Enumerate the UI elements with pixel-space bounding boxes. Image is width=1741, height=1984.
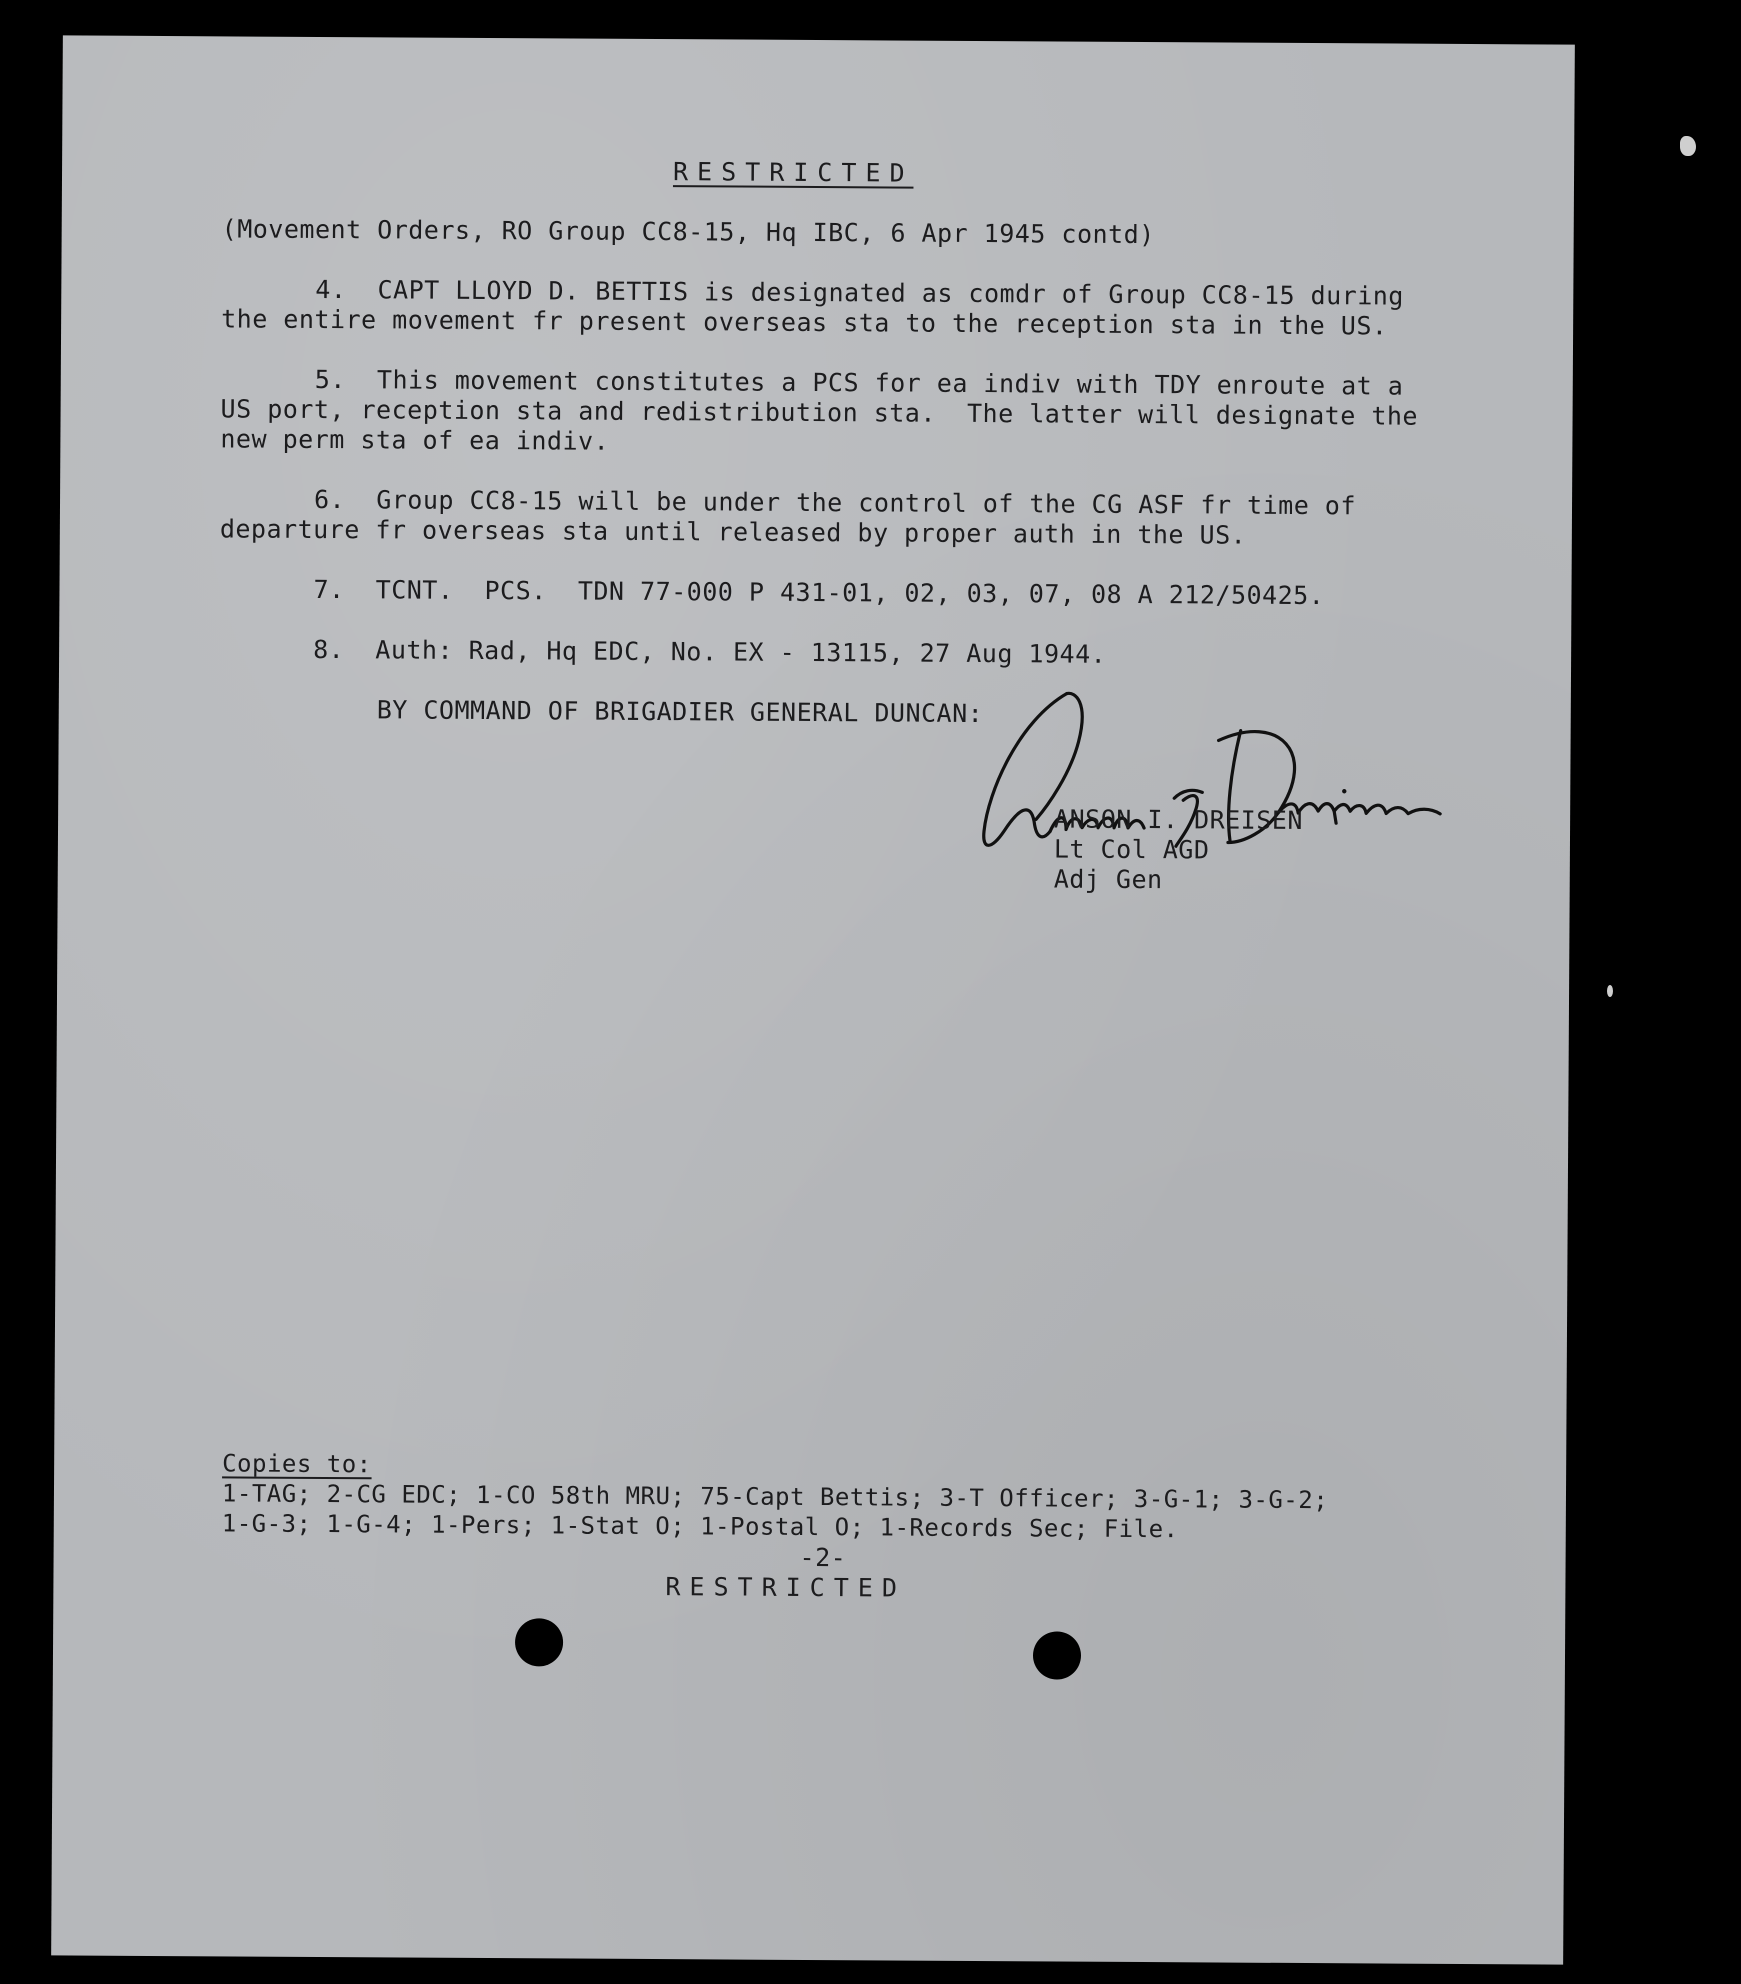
paragraph-6-line-1: 6. Group CC8-15 will be under the control of the CG ASF fr time of xyxy=(313,484,1357,521)
background-speck xyxy=(1680,136,1696,156)
signer-rank: Lt Col AGD xyxy=(1053,834,1210,865)
command-line: BY COMMAND OF BRIGADIER GENERAL DUNCAN: xyxy=(376,695,984,729)
paragraph-5-line-2: US port, reception sta and redistribution sta. The latter will designate the xyxy=(220,394,1419,431)
copies-line-1: 1-TAG; 2-CG EDC; 1-CO 58th MRU; 75-Capt Bettis; 3-T Officer; 3-G-1; 3-G-2; xyxy=(221,1479,1329,1515)
punch-hole-right xyxy=(1033,1631,1081,1679)
paragraph-4-line-1: 4. CAPT LLOYD D. BETTIS is designated as comdr of Group CC8-15 during xyxy=(315,274,1404,311)
punch-hole-left xyxy=(515,1618,563,1666)
page-number: -2- xyxy=(799,1542,847,1573)
copies-line-2: 1-G-3; 1-G-4; 1-Pers; 1-Stat O; 1-Postal O; 1-Records Sec; File. xyxy=(221,1509,1179,1544)
paragraph-5-line-3: new perm sta of ea indiv. xyxy=(220,424,610,456)
classification-footer: RESTRICTED xyxy=(665,1572,907,1603)
background-speck xyxy=(1607,985,1613,997)
paragraph-7: 7. TCNT. PCS. TDN 77-000 P 431-01, 02, 03, 07, 08 A 212/50425. xyxy=(313,574,1325,611)
paragraph-5-line-1: 5. This movement constitutes a PCS for ea indiv with TDY enroute at a xyxy=(314,364,1404,401)
reference-line: (Movement Orders, RO Group CC8-15, Hq IBC, 6 Apr 1945 contd) xyxy=(221,214,1155,250)
classification-header: RESTRICTED xyxy=(672,157,914,188)
paragraph-4-line-2: the entire movement fr present overseas sta to the reception sta in the US. xyxy=(221,304,1388,341)
signer-title: Adj Gen xyxy=(1053,864,1163,895)
paragraph-8: 8. Auth: Rad, Hq EDC, No. EX - 13115, 27 Aug 1944. xyxy=(313,634,1107,669)
signer-name: ANSON I. DREISEN xyxy=(1054,804,1304,835)
document-page xyxy=(51,35,1575,1964)
paragraph-6-line-2: departure fr overseas sta until released by proper auth in the US. xyxy=(219,514,1247,550)
copies-label: Copies to: xyxy=(222,1449,372,1479)
